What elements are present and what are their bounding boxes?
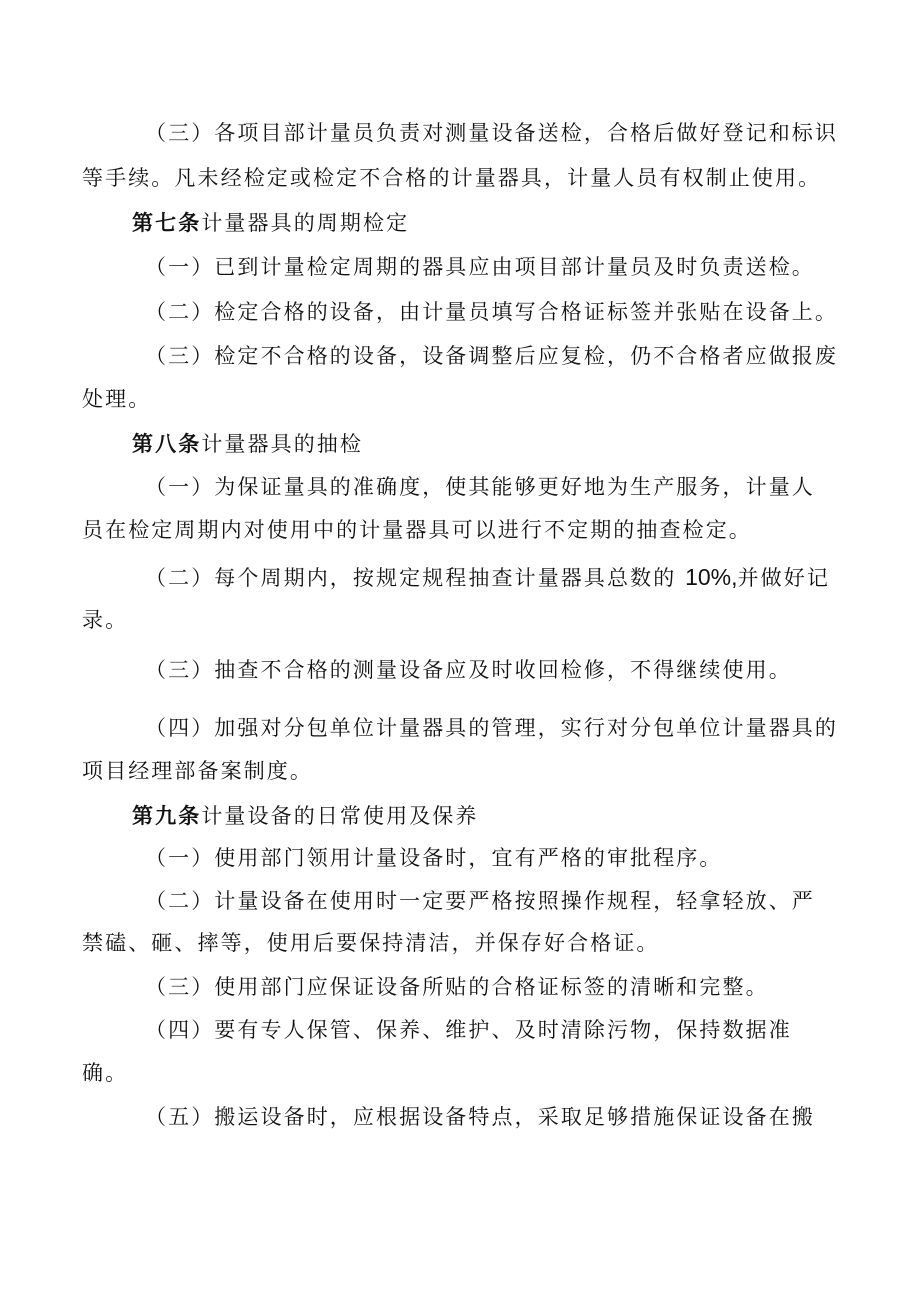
paragraph-8-2-text-b: 并做好记 <box>737 566 830 590</box>
paragraph-9-1: （一）使用部门领用计量设备时，宜有严格的审批程序。 <box>145 846 723 870</box>
article-8-number: 第八条 <box>132 432 202 456</box>
paragraph-9-4-line-1: （四）要有专人保管、保养、维护、及时清除污物，保持数据准 <box>145 1018 792 1042</box>
paragraph-7-1: （一）已到计量检定周期的器具应由项目部计量员及时负责送检。 <box>145 255 815 279</box>
paragraph-8-2-line-1 <box>145 562 830 593</box>
paragraph-9-3: （三）使用部门应保证设备所贴的合格证标签的清晰和完整。 <box>145 975 769 999</box>
article-9-heading <box>132 801 479 831</box>
paragraph-7-3-line-1: （三）检定不合格的设备，设备调整后应复检，仍不合格者应做报废 <box>145 344 838 368</box>
paragraph-9-2-line-2: 禁磕、砸、摔等，使用后要保持清洁，并保存好合格证。 <box>82 931 660 955</box>
paragraph-7-3-line-2: 处理。 <box>82 387 152 411</box>
paragraph-8-1-line-1: （一）为保证量具的准确度，使其能够更好地为生产服务，计量人 <box>145 475 815 499</box>
article-8-title: 计量器具的抽检 <box>201 432 364 456</box>
paragraph-9-2-line-1: （二）计量设备在使用时一定要严格按照操作规程，轻拿轻放、严 <box>145 889 815 913</box>
paragraph-6-3-line-1: （三）各项目部计量员负责对测量设备送检，合格后做好登记和标识 <box>145 121 838 145</box>
paragraph-6-3-line-2: 等手续。凡未经检定或检定不合格的计量器具，计量人员有权制止使用。 <box>82 166 822 190</box>
paragraph-8-1-line-2: 员在检定周期内对使用中的计量器具可以进行不定期的抽查检定。 <box>82 518 752 542</box>
article-8-heading <box>132 429 363 459</box>
article-9-number: 第九条 <box>132 804 202 828</box>
article-7-title: 计量器具的周期检定 <box>201 211 410 235</box>
paragraph-8-2-text-a: （二）每个周期内，按规定规程抽查计量器具总数的 <box>145 566 686 590</box>
paragraph-8-4-line-1: （四）加强对分包单位计量器具的管理，实行对分包单位计量器具的 <box>145 716 838 740</box>
paragraph-9-4-line-2: 确。 <box>82 1061 129 1085</box>
paragraph-7-2: （二）检定合格的设备，由计量员填写合格证标签并张贴在设备上。 <box>145 300 838 324</box>
paragraph-8-3: （三）抽查不合格的测量设备应及时收回检修，不得继续使用。 <box>145 658 792 682</box>
paragraph-9-5-line-1: （五）搬运设备时，应根据设备特点，采取足够措施保证设备在搬 <box>145 1105 815 1129</box>
article-7-number: 第七条 <box>132 211 202 235</box>
paragraph-8-4-line-2: 项目经理部备案制度。 <box>82 759 313 783</box>
article-7-heading <box>132 208 409 238</box>
paragraph-8-2-line-2: 录。 <box>82 608 129 632</box>
paragraph-8-2-percent: 10%, <box>685 564 738 590</box>
article-9-title: 计量设备的日常使用及保养 <box>201 804 479 828</box>
